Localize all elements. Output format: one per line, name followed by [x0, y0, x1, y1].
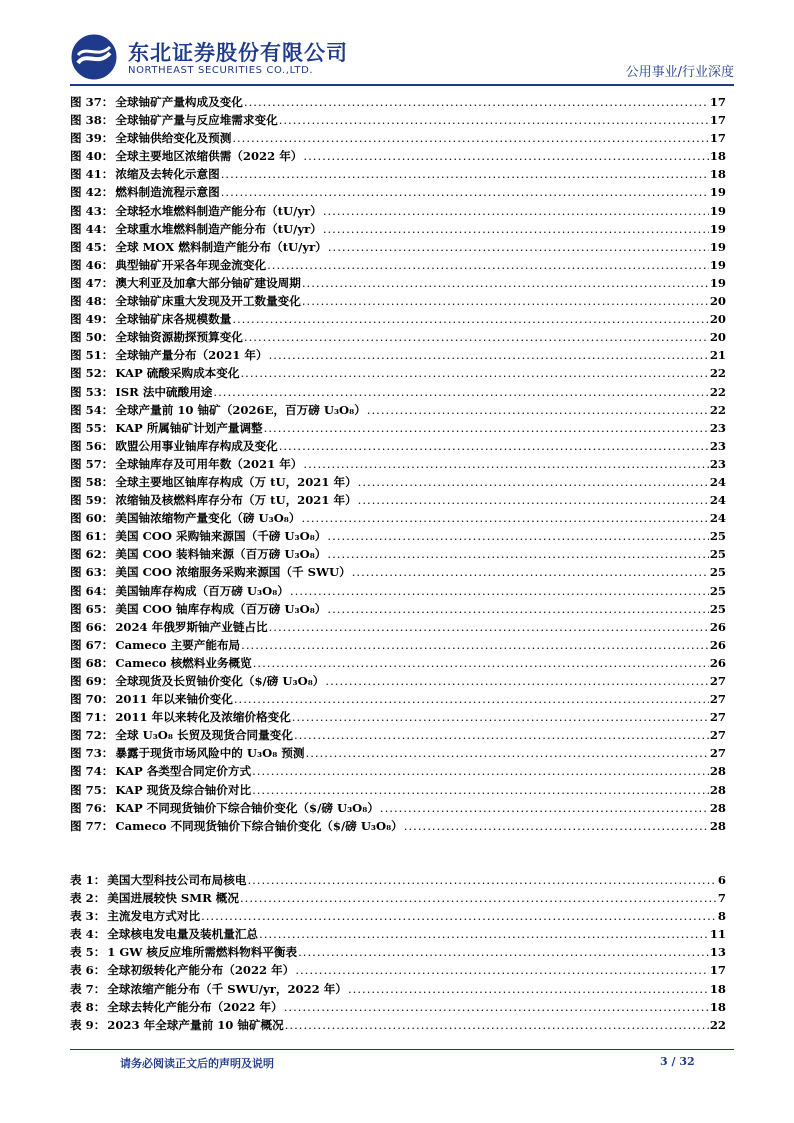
dot-leader	[323, 202, 709, 220]
dot-leader	[259, 925, 709, 943]
figure-entry[interactable]	[70, 328, 726, 346]
table-entry-page: 18	[709, 999, 726, 1014]
figure-entry-page: 24	[709, 493, 726, 508]
table-entry-title: 美国进展较快 SMR 概况	[107, 891, 239, 906]
figure-entry[interactable]	[70, 93, 726, 111]
figure-entry-label: 图 56：	[70, 438, 114, 453]
table-entry-page: 13	[709, 945, 726, 960]
figure-entry-page: 26	[709, 655, 726, 670]
figure-entry-title: 全球现货及长贸铀价变化（$/磅 U₃O₈）	[115, 674, 325, 688]
figure-entry[interactable]	[70, 129, 726, 147]
figure-entry-label: 图 70：	[70, 692, 114, 707]
company-name-en: NORTHEAST SECURITIES CO.,LTD.	[128, 65, 314, 76]
table-list	[70, 871, 726, 1034]
table-entry-page: 22	[709, 1017, 726, 1032]
table-entry[interactable]	[70, 907, 726, 925]
figure-entry-title: 美国铀库存构成（百万磅 U₃O₈）	[115, 583, 289, 598]
table-entry-label: 表 2：	[70, 891, 106, 906]
figure-entry-label: 图 46：	[70, 257, 114, 272]
figure-entry-page: 23	[709, 438, 726, 453]
figure-entry-title: 美国 COO 采购铀来源国（千磅 U₃O₈）	[115, 529, 327, 544]
table-entry-title: 全球浓缩产能分布（千 SWU/yr，2022 年）	[107, 981, 347, 996]
figure-entry-page: 25	[709, 547, 726, 562]
table-entry-title: 美国大型科技公司布局核电	[107, 873, 247, 887]
figure-entry[interactable]	[70, 600, 726, 618]
figure-entry-label: 图 45：	[70, 239, 114, 254]
figure-entry-page: 24	[709, 511, 726, 526]
figure-entry-label: 图 64：	[70, 583, 114, 598]
dot-leader	[240, 889, 717, 907]
figure-entry[interactable]	[70, 346, 726, 364]
figure-entry-page: 28	[709, 782, 726, 797]
dot-leader	[269, 346, 709, 364]
figure-entry-page: 27	[709, 674, 726, 688]
table-entry-page: 11	[709, 927, 726, 942]
figure-entry-page: 24	[709, 474, 726, 489]
figure-entry-label: 图 71：	[70, 710, 114, 725]
figure-entry[interactable]	[70, 636, 726, 654]
figure-entry-page: 27	[709, 692, 726, 707]
dot-leader	[240, 364, 708, 382]
figure-entry-label: 图 57：	[70, 456, 114, 471]
dot-leader	[267, 256, 709, 274]
figure-entry-title: 全球铀资源勘探预算变化	[115, 330, 243, 345]
table-entry-label: 表 8：	[70, 999, 106, 1014]
figure-entry-page: 28	[709, 800, 726, 815]
figure-entry-title: KAP 各类型合同定价方式	[115, 764, 252, 779]
figure-entry[interactable]	[70, 563, 726, 581]
figure-entry[interactable]	[70, 509, 726, 527]
figure-entry-label: 图 73：	[70, 746, 114, 761]
table-entry-title: 全球初级转化产能分布（2022 年）	[107, 963, 295, 978]
figure-entry-label: 图 47：	[70, 275, 114, 290]
figure-entry-label: 图 48：	[70, 294, 114, 309]
footer-divider	[70, 1049, 734, 1050]
dot-leader	[221, 183, 709, 201]
dot-leader	[294, 726, 709, 744]
table-entry[interactable]	[70, 998, 726, 1016]
figure-entry-label: 图 67：	[70, 637, 114, 652]
figure-entry-page: 22	[709, 384, 726, 399]
figure-entry-label: 图 41：	[70, 167, 114, 182]
figure-entry-label: 图 49：	[70, 312, 114, 327]
figure-entry-label: 图 38：	[70, 113, 114, 128]
figure-entry-title: 燃料制造流程示意图	[115, 185, 220, 200]
table-entry[interactable]	[70, 871, 726, 889]
dot-leader	[327, 600, 708, 618]
figure-entry-title: 全球铀供给变化及预测	[115, 131, 232, 146]
figure-entry-title: 美国 COO 装料铀来源（百万磅 U₃O₈）	[115, 547, 327, 562]
figure-entry-title: KAP 硫酸采购成本变化	[115, 366, 240, 381]
figure-entry[interactable]	[70, 147, 726, 165]
table-entry-label: 表 6：	[70, 963, 106, 978]
figure-entry-page: 25	[709, 565, 726, 580]
dot-leader	[241, 636, 709, 654]
figure-entry-page: 28	[709, 764, 726, 779]
figure-entry-label: 图 40：	[70, 149, 114, 164]
figure-entry[interactable]	[70, 202, 726, 220]
table-entry[interactable]	[70, 943, 726, 961]
figure-entry-title: KAP 现货及综合铀价对比	[115, 782, 252, 797]
dot-leader	[323, 220, 709, 238]
figure-entry-page: 20	[709, 330, 726, 345]
figure-entry-title: 欧盟公用事业铀库存构成及变化	[115, 438, 278, 453]
figure-entry[interactable]	[70, 274, 726, 292]
figure-entry-title: 美国铀浓缩物产量变化（磅 U₃O₈）	[115, 511, 301, 526]
figure-entry[interactable]	[70, 799, 726, 817]
figure-entry-page: 25	[709, 583, 726, 598]
page-header	[70, 33, 734, 85]
figure-entry[interactable]	[70, 401, 726, 419]
figure-entry-page: 19	[709, 239, 726, 254]
figure-entry-page: 19	[709, 275, 726, 290]
dot-leader	[269, 618, 709, 636]
dot-leader	[252, 781, 709, 799]
figure-entry-label: 图 58：	[70, 474, 114, 489]
dot-leader	[292, 708, 709, 726]
figure-entry-label: 图 75：	[70, 782, 114, 797]
figure-entry-title: 典型铀矿开采各年现金流变化	[115, 257, 267, 272]
figure-entry[interactable]	[70, 111, 726, 129]
figure-entry-label: 图 55：	[70, 420, 114, 435]
dot-leader	[348, 980, 709, 998]
table-entry-page: 6	[717, 873, 726, 887]
figure-entry-title: 全球铀矿产量与反应堆需求变化	[115, 113, 278, 128]
figure-entry-label: 图 51：	[70, 348, 114, 363]
figure-entry[interactable]	[70, 527, 726, 545]
figure-entry[interactable]	[70, 781, 726, 799]
figure-entry[interactable]	[70, 383, 726, 401]
figure-entry-label: 图 74：	[70, 764, 114, 779]
figure-entry-label: 图 39：	[70, 131, 114, 146]
figure-entry-page: 25	[709, 601, 726, 616]
figure-entry[interactable]	[70, 364, 726, 382]
figure-entry[interactable]	[70, 672, 726, 690]
table-entry-title: 1 GW 核反应堆所需燃料物料平衡表	[107, 945, 298, 960]
figure-entry[interactable]	[70, 473, 726, 491]
page-number: 3 / 32	[660, 1055, 695, 1068]
figure-entry-page: 27	[709, 710, 726, 725]
dot-leader	[302, 274, 709, 292]
figure-entry-label: 图 54：	[70, 402, 114, 417]
figure-entry-title: Cameco 核燃料业务概览	[115, 655, 252, 670]
company-logo-icon	[70, 33, 118, 81]
figure-entry-title: 浓缩铀及核燃料库存分布（万 tU，2021 年）	[115, 493, 357, 508]
figure-entry-title: 全球重水堆燃料制造产能分布（tU/yr）	[115, 221, 322, 236]
dot-leader	[301, 509, 708, 527]
table-entry[interactable]	[70, 1016, 726, 1034]
figure-entry-page: 27	[709, 728, 726, 743]
dot-leader	[298, 943, 709, 961]
table-entry[interactable]	[70, 925, 726, 943]
figure-entry-label: 图 62：	[70, 547, 114, 562]
dot-leader	[221, 165, 709, 183]
figure-entry-label: 图 76：	[70, 800, 114, 815]
dot-leader	[244, 93, 709, 111]
dot-leader	[352, 563, 709, 581]
figure-entry-page: 22	[709, 402, 726, 417]
dot-leader	[290, 582, 709, 600]
figure-entry-page: 28	[709, 818, 726, 833]
figure-entry-label: 图 44：	[70, 221, 114, 236]
table-entry-title: 全球去转化产能分布（2022 年）	[107, 999, 283, 1014]
figure-entry-page: 22	[709, 366, 726, 381]
figure-entry-label: 图 68：	[70, 655, 114, 670]
figure-entry-label: 图 50：	[70, 330, 114, 345]
figure-entry[interactable]	[70, 545, 726, 563]
table-entry-label: 表 5：	[70, 945, 106, 960]
table-entry-label: 表 9：	[70, 1017, 106, 1032]
figure-entry[interactable]	[70, 310, 726, 328]
dot-leader	[234, 690, 709, 708]
figure-entry-label: 图 59：	[70, 493, 114, 508]
figure-entry-page: 26	[709, 637, 726, 652]
figure-entry-page: 21	[709, 348, 726, 363]
figure-entry-label: 图 66：	[70, 619, 114, 634]
table-entry[interactable]	[70, 980, 726, 998]
dot-leader	[232, 310, 709, 328]
figure-entry-title: 浓缩及去转化示意图	[115, 167, 220, 182]
figure-entry-page: 20	[709, 312, 726, 327]
dot-leader	[252, 762, 709, 780]
figure-entry-title: 全球主要地区浓缩供需（2022 年）	[115, 149, 303, 164]
figure-entry[interactable]	[70, 419, 726, 437]
dot-leader	[279, 437, 709, 455]
figure-entry[interactable]	[70, 183, 726, 201]
figure-entry-page: 26	[709, 619, 726, 634]
table-entry-label: 表 3：	[70, 909, 106, 924]
table-entry-page: 8	[717, 909, 726, 924]
figure-entry-title: 全球铀矿床各规模数量	[115, 312, 232, 327]
figure-entry[interactable]	[70, 292, 726, 310]
table-entry-label: 表 1：	[70, 873, 106, 887]
figure-entry-page: 19	[709, 257, 726, 272]
figure-entry-page: 25	[709, 529, 726, 544]
figure-entry[interactable]	[70, 491, 726, 509]
figure-entry[interactable]	[70, 165, 726, 183]
figure-entry-title: Cameco 不同现货铀价下综合铀价变化（$/磅 U₃O₈）	[115, 818, 403, 833]
dot-leader	[253, 654, 709, 672]
dot-leader	[358, 473, 709, 491]
figure-entry-page: 18	[709, 149, 726, 164]
table-entry-label: 表 4：	[70, 927, 106, 942]
figure-entry-label: 图 65：	[70, 601, 114, 616]
footer-disclaimer: 请务必阅读正文后的声明及说明	[120, 1057, 274, 1070]
figure-entry[interactable]	[70, 744, 726, 762]
figure-entry-label: 图 61：	[70, 529, 114, 544]
figure-entry[interactable]	[70, 690, 726, 708]
figure-entry-title: 美国 COO 铀库存构成（百万磅 U₃O₈）	[115, 601, 327, 616]
dot-leader	[264, 419, 709, 437]
figure-entry-label: 图 43：	[70, 203, 114, 218]
figure-entry-label: 图 42：	[70, 185, 114, 200]
table-entry-page: 18	[709, 981, 726, 996]
dot-leader	[325, 672, 708, 690]
dot-leader	[302, 292, 709, 310]
figure-entry-label: 图 63：	[70, 565, 114, 580]
dot-leader	[367, 401, 709, 419]
dot-leader	[232, 129, 709, 147]
dot-leader	[380, 799, 709, 817]
figure-list	[70, 93, 726, 835]
dot-leader	[327, 527, 708, 545]
dot-leader	[404, 817, 709, 835]
figure-entry-label: 图 72：	[70, 728, 114, 743]
figure-entry[interactable]	[70, 726, 726, 744]
table-entry-page: 17	[709, 963, 726, 978]
figure-entry-page: 19	[709, 203, 726, 218]
dot-leader	[247, 871, 716, 889]
figure-entry[interactable]	[70, 256, 726, 274]
figure-entry-title: 全球产量前 10 铀矿（2026E，百万磅 U₃O₈）	[115, 402, 366, 417]
table-entry[interactable]	[70, 889, 726, 907]
figure-entry-title: 全球铀库存及可用年数（2021 年）	[115, 456, 303, 471]
figure-entry-title: ISR 法中硫酸用途	[115, 384, 213, 399]
figure-entry-page: 23	[709, 456, 726, 471]
figure-entry-label: 图 77：	[70, 818, 114, 833]
dot-leader	[279, 111, 709, 129]
figure-entry-page: 20	[709, 294, 726, 309]
dot-leader	[328, 238, 709, 256]
figure-entry-page: 27	[709, 746, 726, 761]
figure-entry-title: 全球铀矿产量构成及变化	[115, 95, 243, 109]
figure-entry[interactable]	[70, 817, 726, 835]
dot-leader	[284, 998, 709, 1016]
figure-entry-label: 图 69：	[70, 674, 114, 688]
dot-leader	[306, 744, 709, 762]
table-entry-page: 7	[717, 891, 726, 906]
dot-leader	[285, 1016, 709, 1034]
figure-entry-title: KAP 不同现货铀价下综合铀价变化（$/磅 U₃O₈）	[115, 800, 379, 815]
figure-entry[interactable]	[70, 220, 726, 238]
figure-entry-label: 图 37：	[70, 95, 114, 109]
figure-entry-title: Cameco 主要产能布局	[115, 637, 241, 652]
figure-entry-title: 全球 MOX 燃料制造产能分布（tU/yr）	[115, 239, 327, 254]
figure-entry-title: 全球主要地区铀库存构成（万 tU，2021 年）	[115, 474, 357, 489]
figure-entry-title: KAP 所属铀矿计划产量调整	[115, 420, 263, 435]
figure-entry-title: 2011 年以来铀价变化	[115, 692, 233, 707]
dot-leader	[358, 491, 709, 509]
figure-entry-page: 17	[709, 95, 726, 109]
figure-entry-label: 图 53：	[70, 384, 114, 399]
figure-entry[interactable]	[70, 437, 726, 455]
dot-leader	[244, 328, 709, 346]
figure-entry-title: 全球 U₃O₈ 长贸及现货合同量变化	[115, 728, 293, 743]
figure-entry-label: 图 60：	[70, 511, 114, 526]
figure-entry[interactable]	[70, 238, 726, 256]
figure-entry-title: 暴露于现货市场风险中的 U₃O₈ 预测	[115, 746, 305, 761]
header-divider	[70, 84, 734, 86]
dot-leader	[213, 383, 708, 401]
figure-entry[interactable]	[70, 708, 726, 726]
dot-leader	[303, 455, 708, 473]
dot-leader	[201, 907, 717, 925]
figure-entry-title: 美国 COO 浓缩服务采购来源国（千 SWU）	[115, 565, 351, 580]
figure-entry-page: 19	[709, 185, 726, 200]
dot-leader	[295, 961, 709, 979]
table-entry[interactable]	[70, 961, 726, 979]
figure-entry-page: 23	[709, 420, 726, 435]
figure-entry-title: 全球铀矿床重大发现及开工数量变化	[115, 294, 301, 309]
figure-entry[interactable]	[70, 455, 726, 473]
figure-entry-title: 全球铀产量分布（2021 年）	[115, 348, 268, 363]
table-entry-title: 全球核电发电量及装机量汇总	[107, 927, 259, 942]
company-name-cn: 东北证券股份有限公司	[128, 41, 348, 65]
figure-entry[interactable]	[70, 582, 726, 600]
figure-entry-page: 17	[709, 131, 726, 146]
figure-entry[interactable]	[70, 654, 726, 672]
figure-entry-label: 图 52：	[70, 366, 114, 381]
figure-entry-page: 18	[709, 167, 726, 182]
figure-entry-title: 澳大利亚及加拿大部分铀矿建设周期	[115, 275, 301, 290]
table-entry-title: 主流发电方式对比	[107, 909, 201, 924]
figure-entry-title: 2011 年以来转化及浓缩价格变化	[115, 710, 291, 725]
figure-entry-page: 17	[709, 113, 726, 128]
figure-entry-title: 2024 年俄罗斯铀产业链占比	[115, 619, 268, 634]
figure-entry[interactable]	[70, 762, 726, 780]
figure-entry-page: 19	[709, 221, 726, 236]
table-entry-label: 表 7：	[70, 981, 106, 996]
table-entry-title: 2023 年全球产量前 10 铀矿概况	[107, 1017, 284, 1032]
dot-leader	[327, 545, 708, 563]
report-category: 公用事业/行业深度	[625, 65, 734, 80]
figure-entry-title: 全球轻水堆燃料制造产能分布（tU/yr）	[115, 203, 322, 218]
dot-leader	[303, 147, 708, 165]
figure-entry[interactable]	[70, 618, 726, 636]
